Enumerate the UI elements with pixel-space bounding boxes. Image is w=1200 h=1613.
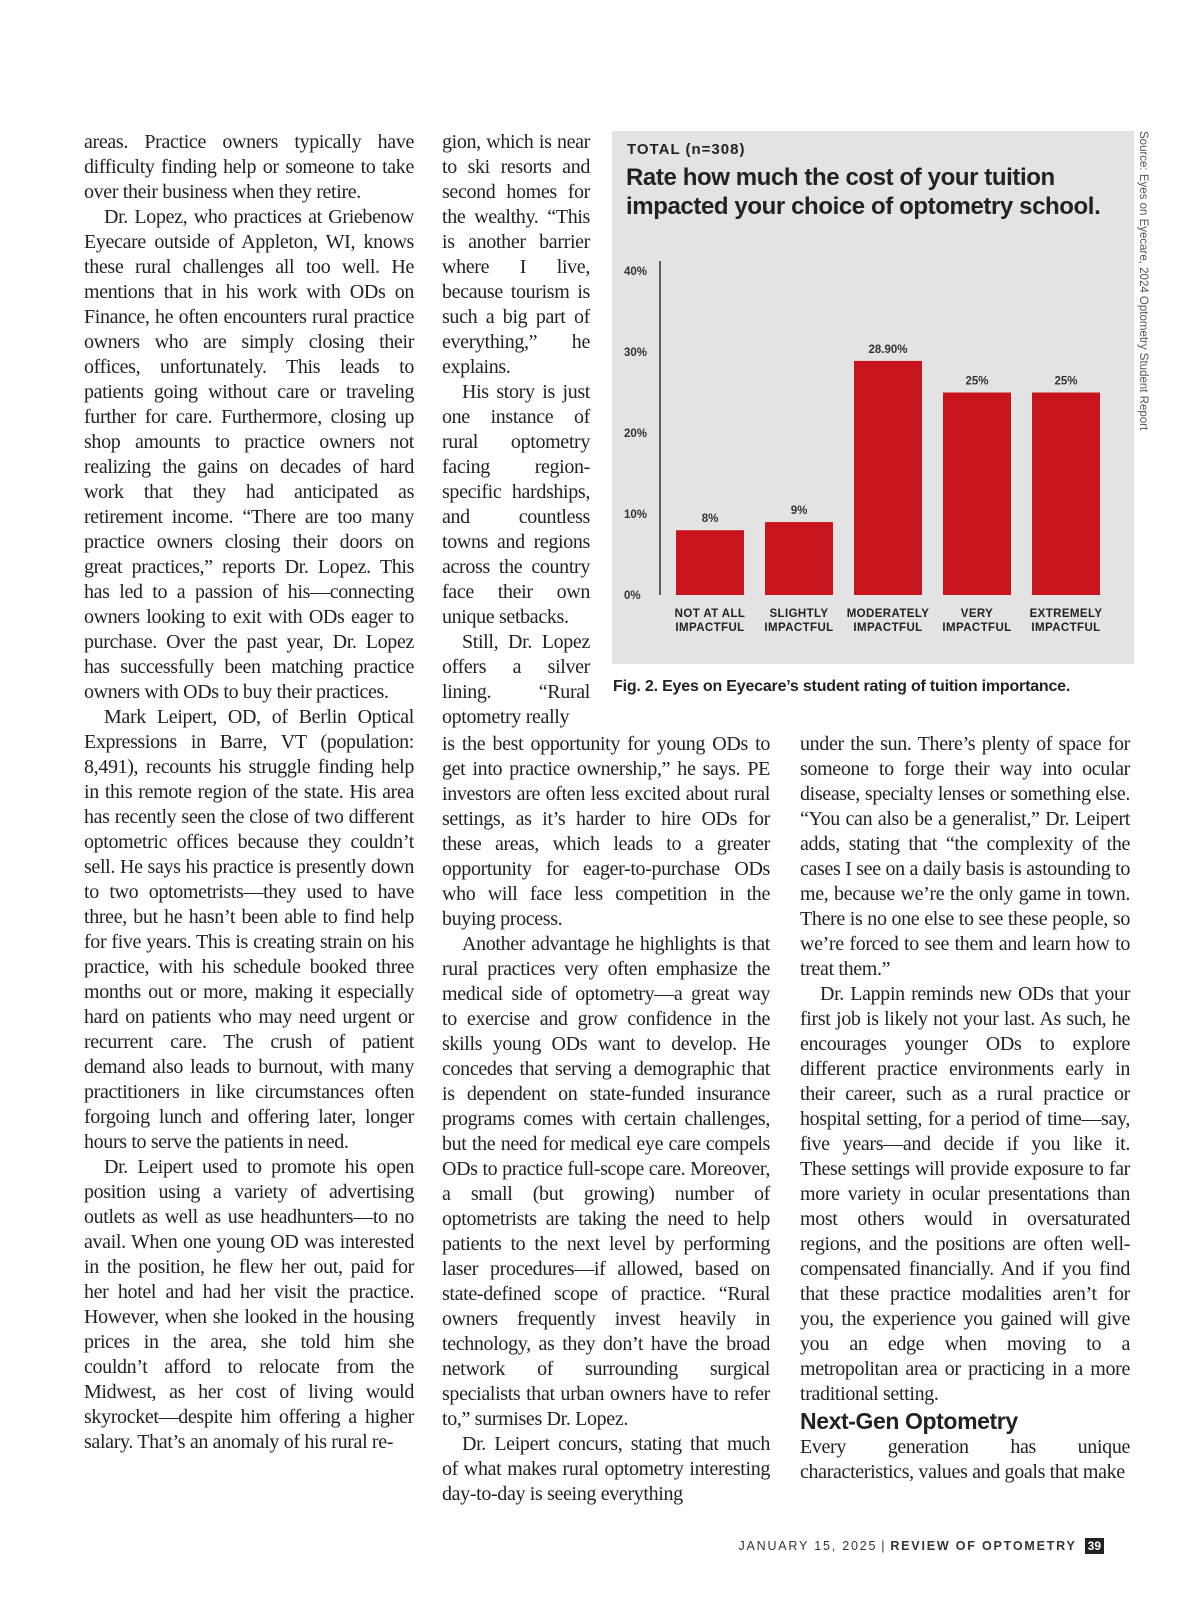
y-tick-label: 10% [624, 509, 648, 521]
category-label: MODERATELY [846, 608, 930, 620]
section-heading: Next-Gen Optometry [800, 1408, 1018, 1434]
paragraph: gion, which is near to ski resorts and second homes for the wealthy. “This is another barrier where I live, because tourism is such a big part of everything,” he explains. [442, 131, 590, 378]
paragraph: His story is just one instance of rural optometry facing region-specific hardships, and countless towns and regions across the country face their own unique setbacks. [442, 381, 590, 628]
paragraph: Dr. Lopez, who practices at Griebenow Eyecare outside of Appleton, WI, knows these rural challenges all too well. He mentions that in his work with ODs on Finance, he often encounters rural practice owners who are simply closing their offices, unfortunately. This leads to patients going without care or traveling further for care. Furthermore, closing up shop amounts to practice owners not realizing the gains on decades of hard work that they had anticipated as retirement income. “There are too many practice owners closing their doors on great practices,” reports Dr. Lopez. This has led to a passion of his—connecting owners looking to exit with ODs eager to purchase. Over the past year, Dr. Lopez has successfully been matching practice owners with ODs to buy their practices. [84, 206, 414, 703]
category-label: IMPACTFUL [853, 622, 923, 634]
paragraph: Every generation has unique characteristics, values and goals that make [800, 1436, 1130, 1483]
chart-total-label: TOTAL (n=308) [627, 141, 746, 158]
bar [943, 393, 1011, 596]
chart-title: Rate how much the cost of your tuition impacted your choice of optometry school. [626, 164, 1101, 220]
y-tick-label: 30% [624, 347, 648, 359]
bar-value-label: 8% [701, 513, 719, 526]
bar-chart [612, 131, 1134, 664]
category-label: NOT AT ALL [674, 608, 746, 620]
category-label: IMPACTFUL [942, 622, 1012, 634]
article-column-middle-top [442, 130, 590, 730]
y-tick-label: 0% [624, 590, 641, 602]
bar [854, 361, 922, 595]
category-label: IMPACTFUL [764, 622, 834, 634]
page-number: 39 [1085, 1538, 1104, 1554]
page-footer [738, 1538, 1104, 1554]
bar-value-label: 28.90% [868, 343, 908, 356]
article-column-middle-bottom [442, 732, 770, 1507]
paragraph: areas. Practice owners typically have difficulty finding help or someone to take over their business when they retire. [84, 131, 414, 203]
bar-value-label: 25% [965, 375, 989, 388]
figure-caption: Fig. 2. Eyes on Eyecare’s student rating of tuition importance. [613, 678, 1071, 695]
bar [765, 522, 833, 595]
paragraph: Mark Leipert, OD, of Berlin Optical Expressions in Barre, VT (population: 8,491), recounts his struggle finding help in this remote region of the state. His area has recently seen the close of two different optometric offices because they couldn’t sell. He says his practice is presently down to two optometrists—they used to have three, but he hasn’t been able to find help for five years. This is creating strain on his practice, with his schedule booked three months out or more, making it especially hard on patients who may need urgent or recurrent care. The crush of patient demand also leads to burnout, with many practitioners in like circumstances often forgoing lunch and offering later, longer hours to serve the patients in need. [84, 706, 414, 1153]
paragraph: Dr. Leipert used to promote his open position using a variety of advertising outlets as well as use headhunters—to no avail. When one young OD was interested in the position, he flew her out, paid for her hotel and had her visit the practice. However, when she looked in the housing prices in the area, she told him she couldn’t afford to relocate from the Midwest, as her cost of living would skyrocket—despite him offering a higher salary. That’s an anomaly of his rural re- [84, 1156, 414, 1453]
paragraph: Dr. Lappin reminds new ODs that your first job is likely not your last. As such, he encourages younger ODs to explore different practice environments early in their career, such as a rural practice or hospital setting, for a period of time—say, five years—and decide if you like it. These settings will provide exposure to far more variety in ocular presentations than most others would in oversaturated regions, and the positions are often well-compensated financially. And if you find that these practice modalities aren’t for you, the experience you gained will give you an edge when moving to a metropolitan area or practicing in a more traditional setting. [800, 983, 1130, 1405]
bar-value-label: 25% [1054, 375, 1078, 388]
paragraph: Dr. Leipert concurs, stating that much of what makes rural optometry interesting day-to-day is seeing everything [442, 1433, 770, 1505]
issue-date: JANUARY 15, 2025 [738, 1539, 878, 1553]
publication-name: REVIEW OF OPTOMETRY [890, 1539, 1077, 1553]
paragraph: under the sun. There’s plenty of space for someone to forge their way into ocular disease, specialty lenses or something else. “You can also be a generalist,” Dr. Leipert adds, stating that “the complexity of the cases I see on a daily basis is astounding to me, because we’re the only game in town. There is no one else to see these people, so we’re forced to see them and learn how to treat them.” [800, 733, 1130, 980]
bar-value-label: 9% [790, 505, 808, 518]
y-tick-label: 20% [624, 428, 648, 440]
bar [1032, 393, 1100, 596]
footer-separator: | [881, 1539, 887, 1553]
bar [676, 530, 744, 595]
article-column-left [84, 130, 414, 1455]
category-label: IMPACTFUL [1031, 622, 1101, 634]
paragraph: is the best opportunity for young ODs to get into practice ownership,” he says. PE investors are often less excited about rural settings, as it’s harder to hire ODs for these areas, which leads to a greater opportunity for eager-to-purchase ODs who will face less competition in the buying process. [442, 733, 770, 930]
category-label: EXTREMELY [1029, 608, 1103, 620]
paragraph: Another advantage he highlights is that rural practices very often emphasize the medical side of optometry—a great way to exercise and grow confidence in the skills young ODs want to develop. He concedes that serving a demographic that is dependent on state-funded insurance programs comes with certain challenges, but the need for medical eye care compels ODs to practice full-scope care. Moreover, a small (but growing) number of optometrists are taking the need to help patients to the next level by performing laser procedures—if allowed, based on state-defined scope of practice. “Rural owners frequently invest heavily in technology, as they don’t have the broad network of surrounding surgical specialists that urban owners have to refer to,” surmises Dr. Lopez. [442, 933, 770, 1430]
category-label: IMPACTFUL [675, 622, 745, 634]
source-text: Source: Eyes on Eyecare, 2024 Optometry Student Report [1137, 131, 1149, 431]
category-label: VERY [960, 608, 994, 620]
chart-panel [612, 131, 1134, 664]
source-credit [1133, 131, 1153, 431]
y-tick-label: 40% [624, 266, 648, 278]
paragraph: Still, Dr. Lopez offers a silver lining. “Rural optometry really [442, 631, 590, 728]
article-column-right [800, 732, 1130, 1485]
category-label: SLIGHTLY [769, 608, 829, 620]
